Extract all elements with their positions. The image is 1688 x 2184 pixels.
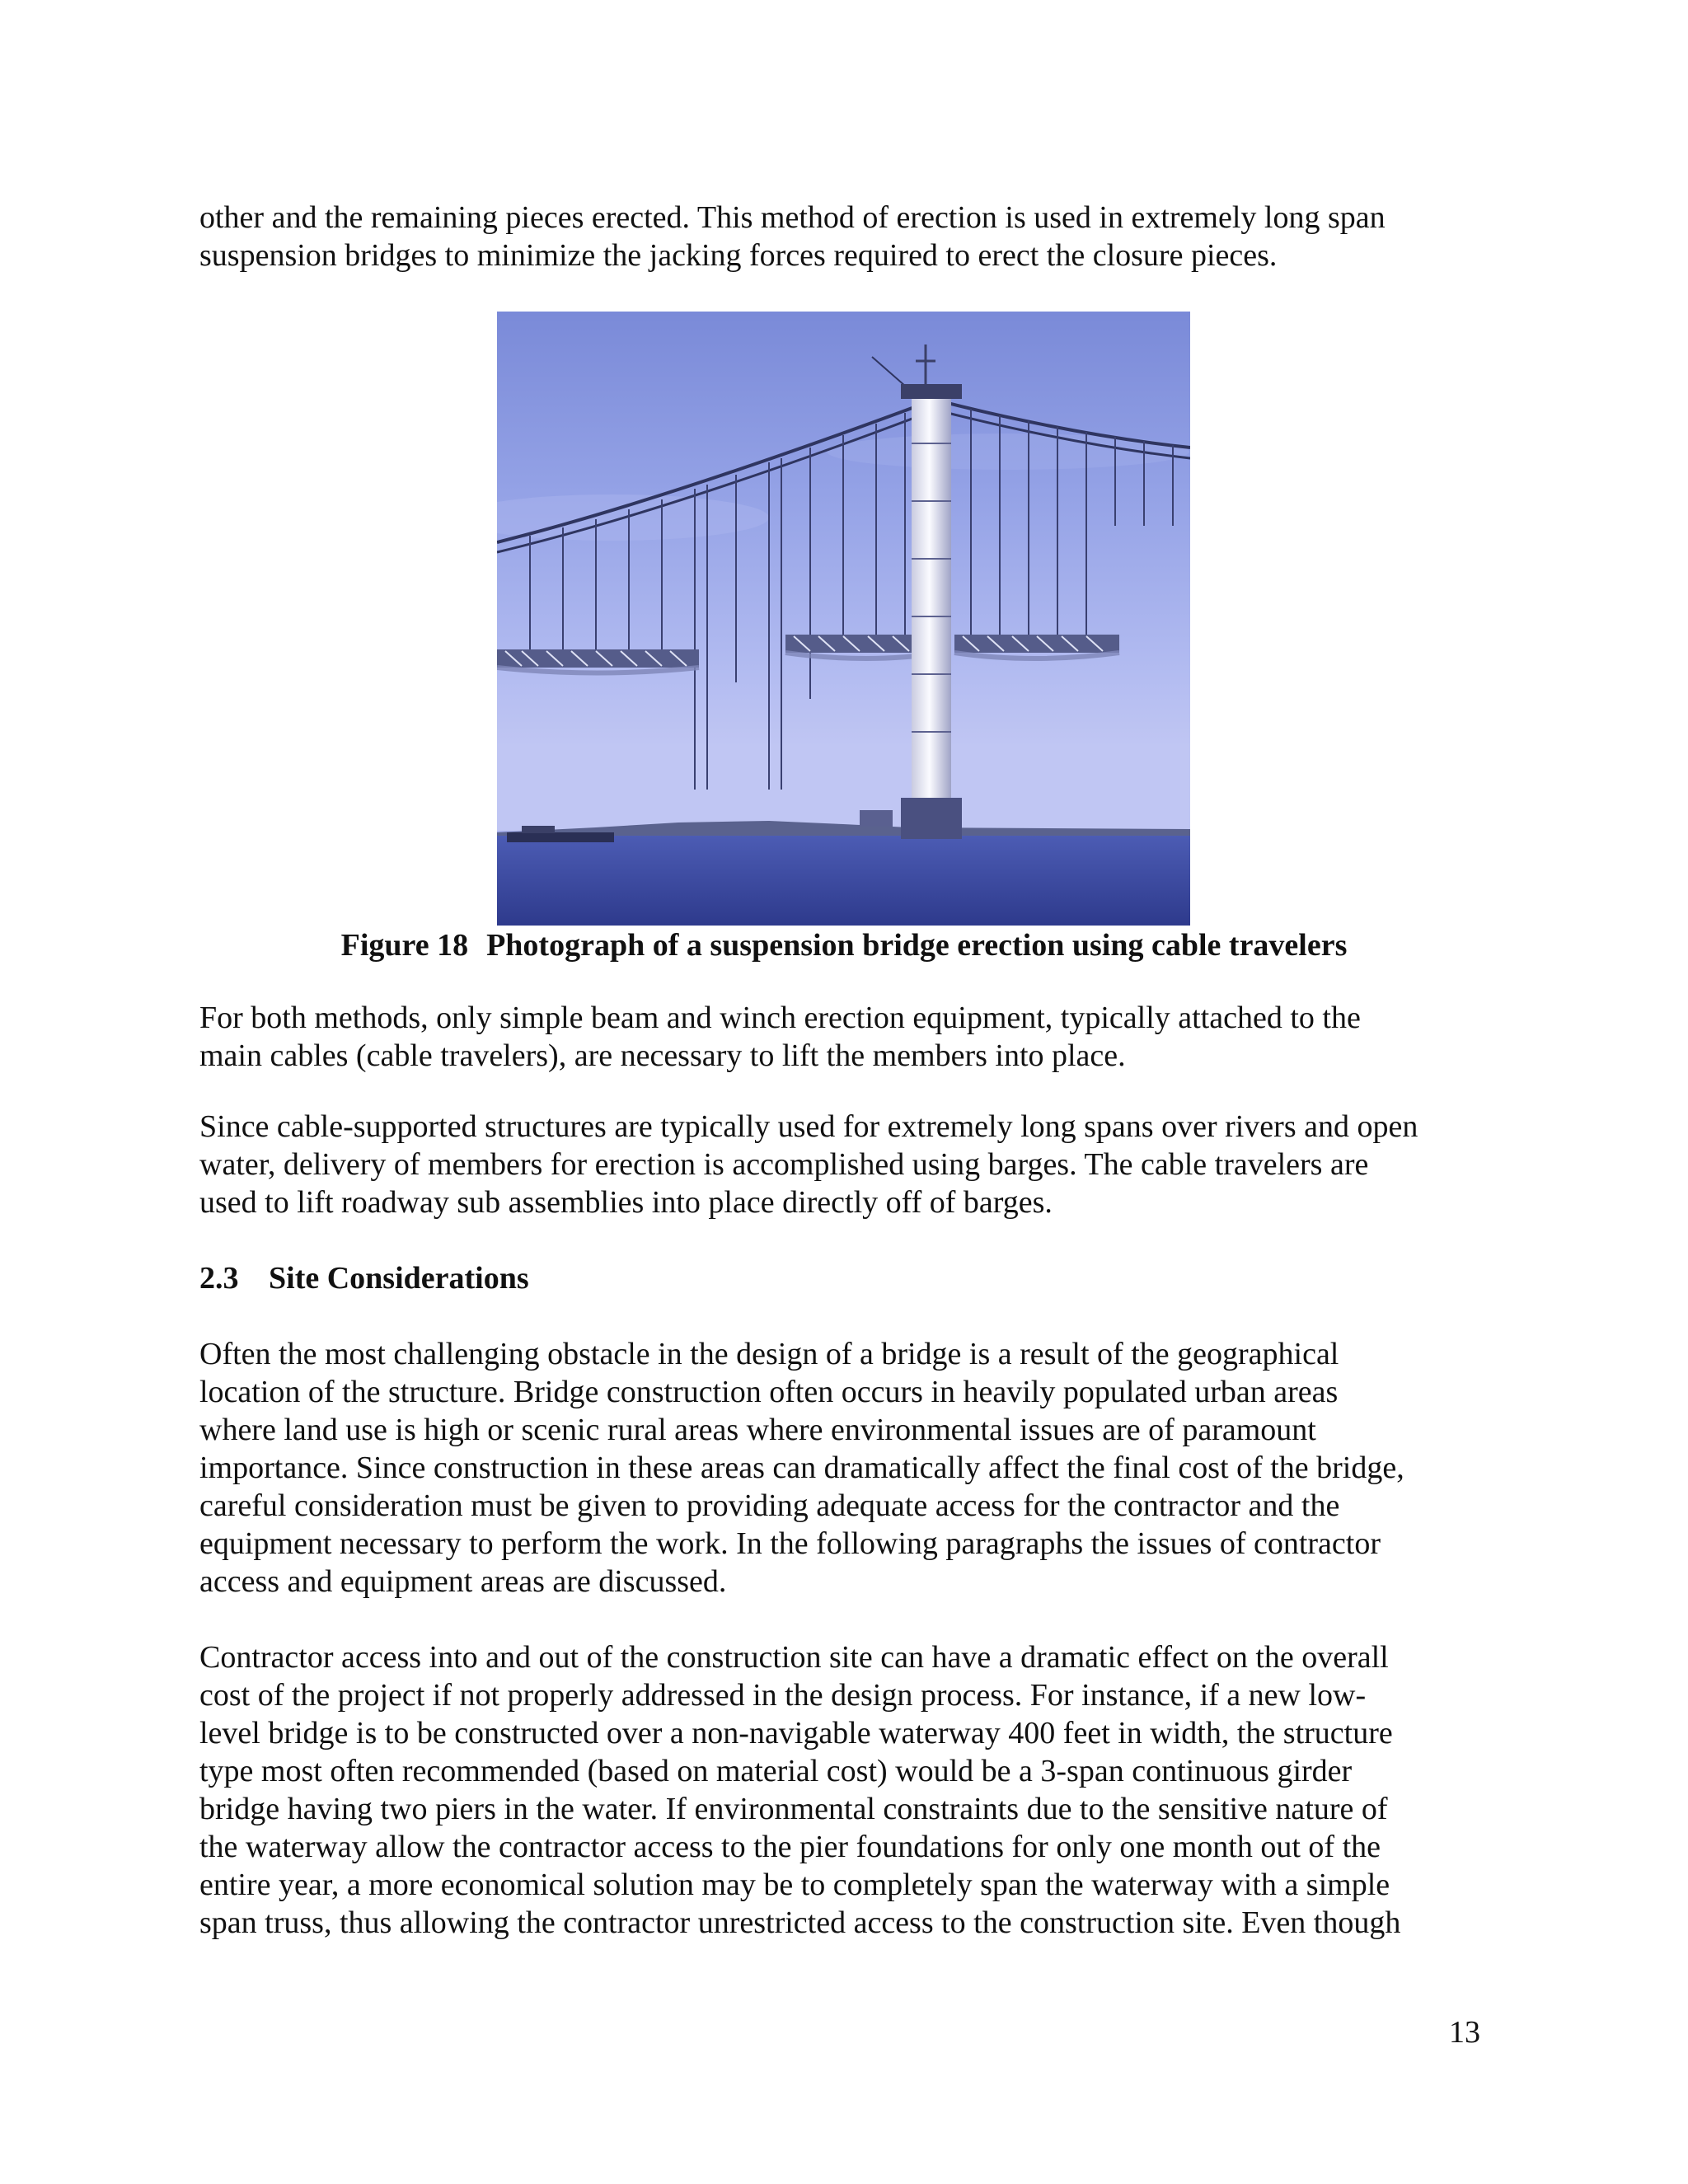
text-line: equipment necessary to perform the work. In the following paragraphs the issues of contractor	[199, 1526, 1381, 1561]
section-number: 2.3	[199, 1261, 239, 1296]
text-line: location of the structure. Bridge construction often occurs in heavily populated urban areas	[199, 1375, 1339, 1409]
text-line: entire year, a more economical solution may be to completely span the waterway with a simple	[199, 1868, 1390, 1902]
intro-paragraph	[199, 199, 1518, 274]
text-line: Contractor access into and out of the construction site can have a dramatic effect on the overall	[199, 1640, 1389, 1675]
section-heading	[199, 1259, 529, 1297]
site-paragraph	[199, 1335, 1518, 1601]
text-line: suspension bridges to minimize the jacking forces required to erect the closure pieces.	[199, 238, 1278, 273]
text-line: For both methods, only simple beam and winch erection equipment, typically attached to the	[199, 1001, 1361, 1035]
text-line: where land use is high or scenic rural areas where environmental issues are of paramount	[199, 1413, 1316, 1447]
text-line: Since cable-supported structures are typically used for extremely long spans over rivers and open	[199, 1109, 1418, 1144]
figure-number: Figure 18	[340, 928, 469, 963]
methods-paragraph	[199, 999, 1518, 1075]
text-line: other and the remaining pieces erected. This method of erection is used in extremely long span	[199, 200, 1386, 235]
section-title: Site Considerations	[269, 1261, 529, 1296]
text-line: type most often recommended (based on material cost) would be a 3-span continuous girder	[199, 1754, 1353, 1788]
access-paragraph	[199, 1638, 1518, 1942]
cable-paragraph	[199, 1108, 1518, 1221]
text-line: careful consideration must be given to providing adequate access for the contractor and the	[199, 1488, 1340, 1523]
bridge-photograph	[497, 312, 1190, 926]
text-line: cost of the project if not properly addressed in the design process. For instance, if a new low-	[199, 1678, 1367, 1713]
text-line: access and equipment areas are discussed.	[199, 1564, 727, 1599]
text-line: water, delivery of members for erection is accomplished using barges. The cable travelers are	[199, 1147, 1369, 1182]
text-line: span truss, thus allowing the contractor unrestricted access to the construction site. Even though	[199, 1905, 1401, 1940]
text-line: Often the most challenging obstacle in the design of a bridge is a result of the geographical	[199, 1337, 1339, 1371]
text-line: the waterway allow the contractor access to the pier foundations for only one month out of the	[199, 1830, 1381, 1864]
text-line: main cables (cable travelers), are necessary to lift the members into place.	[199, 1038, 1126, 1073]
figure-caption-text: Photograph of a suspension bridge erection using cable travelers	[486, 928, 1348, 963]
page-number: 13	[1449, 2015, 1480, 2050]
text-line: importance. Since construction in these areas can dramatically affect the final cost of the bridge,	[199, 1451, 1404, 1485]
text-line: bridge having two piers in the water. If environmental constraints due to the sensitive nature of	[199, 1792, 1388, 1826]
text-line: level bridge is to be constructed over a non-navigable waterway 400 feet in width, the structure	[199, 1716, 1393, 1750]
figure-caption	[0, 926, 1688, 964]
text-line: used to lift roadway sub assemblies into place directly off of barges.	[199, 1185, 1053, 1220]
